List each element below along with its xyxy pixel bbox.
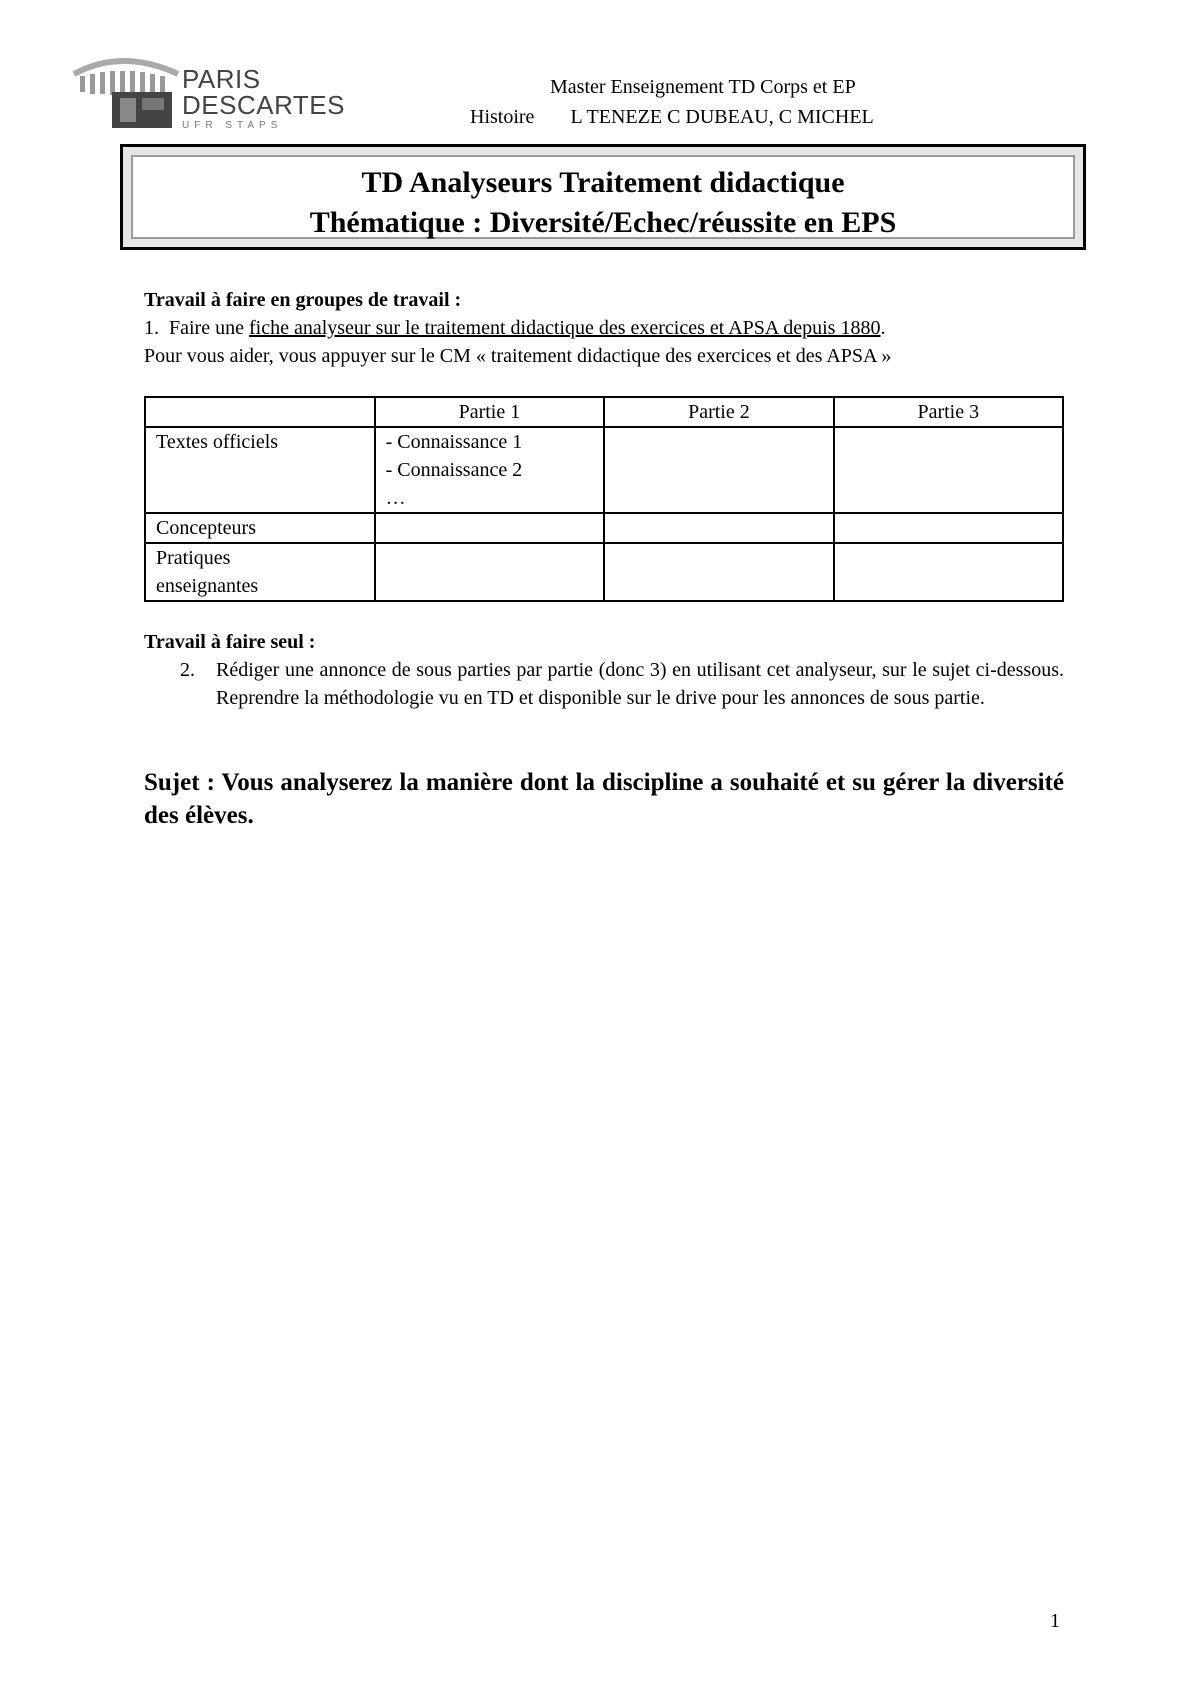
table-cell <box>834 513 1063 543</box>
title-line-2: Thématique : Diversité/Echec/réussite en EPS <box>309 206 897 239</box>
table-row-label <box>145 543 375 601</box>
cell-line: - Connaissance 1 <box>385 431 523 453</box>
solo-work-section <box>144 628 1064 712</box>
subject-statement: Sujet : Vous analyserez la manière dont la discipline a souhaité et su gérer la diversité des élèves. <box>144 769 1064 829</box>
table-header-cell <box>145 397 375 427</box>
table-cell <box>604 427 833 513</box>
group-work-heading: Travail à faire en groupes de travail : <box>144 289 462 311</box>
table-row <box>145 543 1063 601</box>
header-authors-line <box>470 102 874 132</box>
logo-text <box>182 66 345 131</box>
table-row-label: Concepteurs <box>145 513 375 543</box>
table-cell <box>375 427 605 513</box>
analyser-table <box>144 396 1064 602</box>
logo-line-descartes: DESCARTES <box>182 90 345 120</box>
title-line-1: TD Analyseurs Traitement didactique <box>361 166 845 199</box>
logo-line-paris: PARIS <box>182 64 261 94</box>
item-2-number: 2. <box>180 659 195 681</box>
item-1-prefix: Faire une <box>169 317 249 339</box>
cell-line: … <box>385 487 406 509</box>
table-header-row <box>145 397 1063 427</box>
table-row-label: Textes officiels <box>145 427 375 513</box>
table-cell <box>834 427 1063 513</box>
item-2-text: Rédiger une annonce de sous parties par partie (donc 3) en utilisant cet analyseur, sur le sujet ci-dessous. Reprendre la méthodologie vu en TD et disponible sur le drive pour les annonces de sous partie. <box>216 659 1064 709</box>
page-number: 1 <box>1050 1610 1060 1632</box>
table-header-cell: Partie 1 <box>375 397 605 427</box>
group-work-item-1 <box>144 314 1064 342</box>
table-cell <box>604 543 833 601</box>
table-header-cell: Partie 3 <box>834 397 1063 427</box>
university-logo <box>72 52 345 132</box>
table-row <box>145 427 1063 513</box>
solo-work-item-2 <box>144 656 1064 712</box>
item-1-number: 1. <box>144 317 159 339</box>
item-1-underlined: fiche analyseur sur le traitement didactique des exercices et APSA depuis 1880 <box>248 317 881 339</box>
table-cell <box>375 543 605 601</box>
table-cell <box>375 513 605 543</box>
solo-work-heading: Travail à faire seul : <box>144 631 316 653</box>
table-cell <box>604 513 833 543</box>
cell-line: - Connaissance 2 <box>385 459 523 481</box>
logo-line-ufr: UFR STAPS <box>182 120 283 131</box>
group-work-help: Pour vous aider, vous appuyer sur le CM « traitement didactique des exercices et des APSA » <box>144 345 892 367</box>
table-row <box>145 513 1063 543</box>
logo-emblem-icon <box>72 52 182 132</box>
table-cell <box>834 543 1063 601</box>
header-authors: L TENEZE C DUBEAU, C MICHEL <box>570 106 874 128</box>
header-course: Master Enseignement TD Corps et EP <box>550 76 856 98</box>
item-1-suffix: . <box>880 317 886 339</box>
title-box <box>120 144 1086 250</box>
header-subject: Histoire <box>470 106 535 128</box>
row-label-line: enseignantes <box>156 575 259 597</box>
table-header-cell: Partie 2 <box>604 397 833 427</box>
title-inner <box>131 155 1075 239</box>
group-work-section <box>144 286 1064 370</box>
row-label-line: Pratiques <box>156 547 231 569</box>
